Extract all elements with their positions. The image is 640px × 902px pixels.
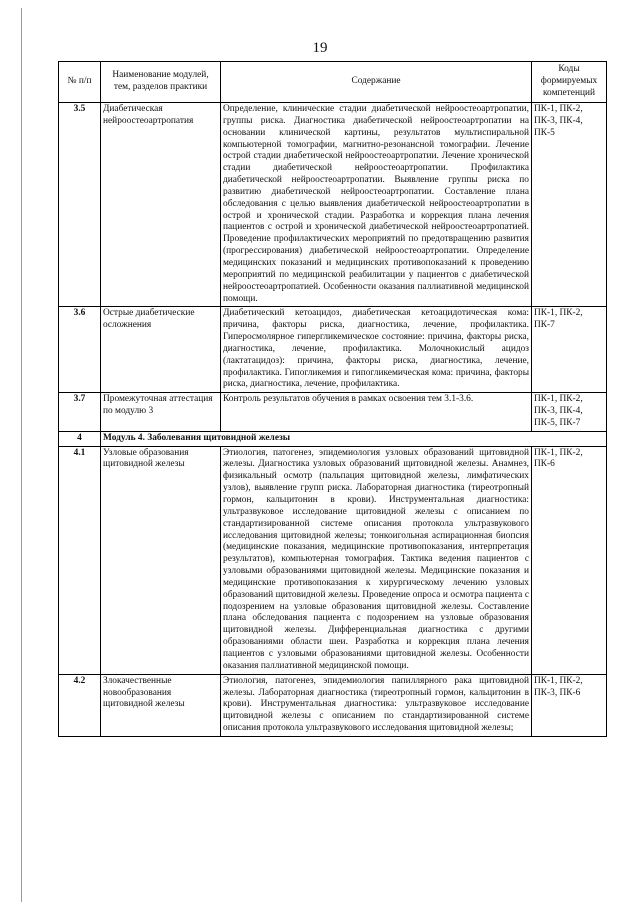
row-name: Острые диабетические осложнения: [101, 307, 221, 393]
row-codes: ПК-1, ПК-2, ПК-3, ПК-4, ПК-5: [532, 103, 607, 307]
row-codes: ПК-1, ПК-2, ПК-3, ПК-4, ПК-5, ПК-7: [532, 393, 607, 432]
header-name: Наименование модулей, тем, разделов практики: [101, 62, 221, 103]
row-content: Диабетический кетоацидоз, диабетическая кетоацидотическая кома: причина, факторы риска, диагностика, лечение, профилактика. Гиперосмолярное гипергликемическое состояние: причина, факторы риска, диагностика, лечение, профилактика. Молочнокислый ацидоз (лактатацидоз): причина, факторы риска, диагностика, лечение, профилактика. Гипогликемия и гипогликемическая кома: причина, факторы риска, диагностика, лечение, профилактика.: [221, 307, 532, 393]
row-num: 3.5: [59, 103, 101, 307]
table-row: [59, 674, 607, 736]
row-num: 3.6: [59, 307, 101, 393]
row-name: Злокачественные новообразования щитовидной железы: [101, 674, 221, 736]
row-name: Узловые образования щитовидной железы: [101, 446, 221, 674]
curriculum-table: [58, 61, 607, 737]
row-num: 4.1: [59, 446, 101, 674]
table-row: [59, 103, 607, 307]
row-name: Диабетическая нейроостеоартропатия: [101, 103, 221, 307]
row-codes: ПК-1, ПК-2, ПК-7: [532, 307, 607, 393]
row-content: Этиология, патогенез, эпидемиология папиллярного рака щитовидной железы. Лабораторная диагностика (тиреотропный гормон, кальцитонин в крови). Инструментальная диагностика: ультразвуковое исследование щитовидной железы с описанием по стандартизированной системе описания протокола ультразвукового исследования щитовидной железы;: [221, 674, 532, 736]
row-name: Промежуточная аттестация по модулю 3: [101, 393, 221, 432]
page-number: 19: [312, 40, 328, 56]
scan-edge-line: [21, 8, 22, 902]
row-codes: ПК-1, ПК-2, ПК-6: [532, 446, 607, 674]
row-codes: ПК-1, ПК-2, ПК-3, ПК-6: [532, 674, 607, 736]
module-num: 4: [59, 431, 101, 446]
module-title: Модуль 4. Заболевания щитовидной железы: [101, 431, 607, 446]
header-content: Содержание: [221, 62, 532, 103]
module-row: [59, 431, 607, 446]
table-row: [59, 393, 607, 432]
row-content: Этиология, патогенез, эпидемиология узловых образований щитовидной железы. Диагностика узловых образований щитовидной железы. Анамнез, физикальный осмотр (пальпация щитовидной железы, лимфатических узлов), выявление групп риска. Лабораторная диагностика (тиреотропный гормон, кальцитонин в крови). Инструментальная диагностика: ультразвуковое исследование щитовидной железы с описанием по стандартизированной системе описания протокола ультразвукового исследования щитовидной железы; тонкоигольная аспирационная биопсия (медицинские показания, медицинские противопоказания, интерпретация результатов), компьютерная томография. Тактика ведения пациентов с узловыми образованиями щитовидной железы. Медицинские показания и медицинские противопоказания к хирургическому лечению узловых образований щитовидной железы. Проведение опроса и осмотра пациента с подозрением на узловые образования щитовидной железы. Составление плана обследования пациента с подозрением на узловые образования щитовидной железы. Дифференциальная диагностика с другими образованиями области шеи. Разработка и коррекция плана лечения пациентов с узловыми образованиями щитовидной железы. Особенности оказания паллиативной медицинской помощи.: [221, 446, 532, 674]
header-num: № п/п: [59, 62, 101, 103]
table-row: [59, 307, 607, 393]
row-content: Контроль результатов обучения в рамках освоения тем 3.1-3.6.: [221, 393, 532, 432]
row-content: Определение, клинические стадии диабетической нейроостеоартропатии, группы риска. Диагностика диабетической нейроостеоартропатии на основании клинической картины, результатов мультиспиральной компьютерной томографии, магнитно-резонансной томографии. Лечение острой стадии диабетической нейроостеоартропатии. Лечение хронической стадии диабетической нейроостеоартропатии. Профилактика диабетической нейроостеоартропатии. Выявление группы риска по развитию диабетической нейроостеоартропатии. Составление плана обследования с целью выявления диабетической нейроостеоартропатии в острой и хронической стадии. Разработка и коррекция плана лечения пациентов с острой и хронической диабетической нейроостеоартропатией. Проведение профилактических мероприятий по предотвращению развития (прогрессирования) диабетической нейроостеоартропатии. Определение медицинских показаний и медицинских противопоказаний к проведению мероприятий по медицинской реабилитации у пациентов с диабетической нейроостеоартропатией. Особенности оказания паллиативной медицинской помощи.: [221, 103, 532, 307]
table-header-row: [59, 62, 607, 103]
row-num: 3.7: [59, 393, 101, 432]
header-codes: Коды формируемых компетенций: [532, 62, 607, 103]
row-num: 4.2: [59, 674, 101, 736]
table-row: [59, 446, 607, 674]
